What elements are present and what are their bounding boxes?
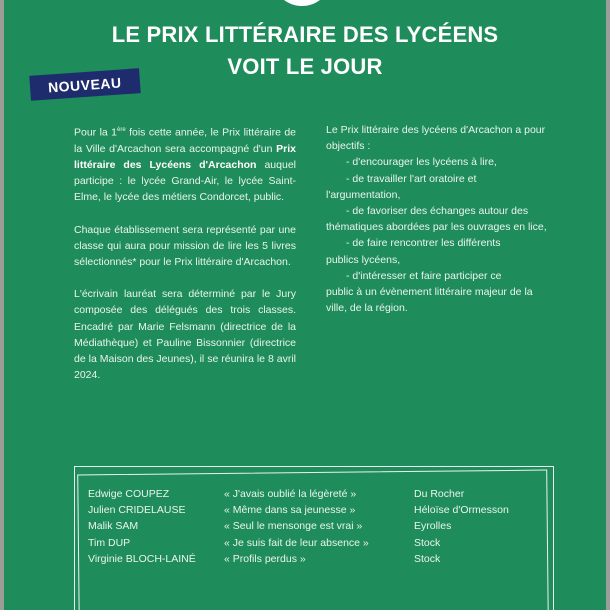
book-title: « Profils perdus » (224, 552, 306, 565)
author-name: Tim DUP (88, 536, 131, 549)
publisher: Du Rocher (414, 488, 465, 500)
book-title: « J'avais oublié la légèreté » (224, 488, 357, 500)
publisher: Eyrolles (414, 520, 452, 533)
leaflet-page (4, 0, 606, 610)
list-item: - de faire rencontrer les différents publics lycéens, (326, 237, 501, 266)
page-title-line2: VOIT LE JOUR (227, 54, 383, 79)
publisher: Stock (414, 536, 441, 549)
right-column (326, 122, 550, 316)
intro-paragraph: Pour la 1ère fois cette année, le Prix littéraire de la Ville d'Arcachon sera accompagné d'un Prix littéraire des Lycéens d'Arcachon auquel participe : le lycée Grand-Air, le lycée Saint-Elme, le lycée des métiers Condorcet, public. (74, 126, 296, 204)
objectives-list (326, 154, 550, 316)
list-item: - d'intéresser et faire participer ce public à un évènement littéraire majeur de la ville, de la région. (326, 269, 533, 315)
left-column (74, 122, 296, 399)
top-circle-decoration (272, 0, 332, 6)
book-title: « Même dans sa jeunesse » (224, 504, 356, 517)
list-item: - d'encourager les lycéens à lire, (346, 156, 497, 169)
publisher: Stock (414, 552, 441, 565)
objectives-intro: Le Prix littéraire des lycéens d'Arcachon a pour objectifs : (326, 124, 546, 153)
author-name: Edwige COUPEZ (88, 488, 170, 500)
new-badge: NOUVEAU (29, 68, 140, 101)
book-title: « Je suis fait de leur absence » (224, 536, 369, 549)
jury-paragraph: L'écrivain lauréat sera déterminé par le Jury composée des délégués des trois classes. Encadré par Marie Felsmann (directrice de la Médiathèque) et Pauline Bissonnier (directrice de la Maison des Jeunes), il se réunira le 8 avril 2024. (74, 288, 296, 382)
table-row (88, 535, 554, 551)
table-row (88, 551, 554, 567)
table-row (88, 502, 554, 518)
prize-name: Prix littéraire des Lycéens d'Arcachon (74, 142, 296, 171)
class-paragraph: Chaque établissement sera représenté par une classe qui aura pour mission de lire les 5 livres sélectionnés* pour le Prix littéraire d'Arcachon. (74, 223, 296, 268)
list-item: - de favoriser des échanges autour des thématiques abordées par les ouvrages en lice, (326, 205, 547, 234)
table-row (88, 486, 554, 502)
page-title-line1: LE PRIX LITTÉRAIRE DES LYCÉENS (111, 22, 499, 47)
author-name: Virginie BLOCH-LAINÉ (88, 552, 196, 565)
author-name: Malik SAM (88, 520, 139, 533)
list-item: - de travailler l'art oratoire et l'argumentation, (326, 172, 477, 201)
book-title: « Seul le mensonge est vrai » (224, 520, 363, 533)
publisher: Héloïse d'Ormesson (414, 504, 509, 517)
selection-list (88, 486, 554, 567)
table-row (88, 518, 554, 534)
author-name: Julien CRIDELAUSE (88, 504, 186, 517)
